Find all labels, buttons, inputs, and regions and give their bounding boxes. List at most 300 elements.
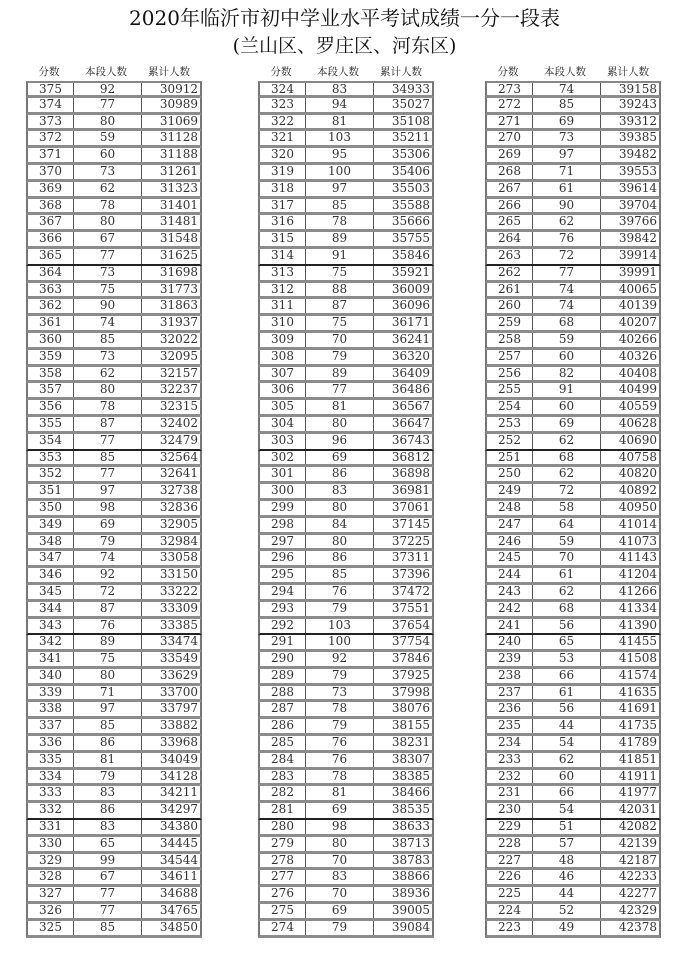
cumulative-cell: 36567: [391, 399, 430, 414]
count-cell: 71: [533, 165, 601, 179]
cumulative-cell: 32157: [159, 365, 198, 380]
count-cell: 80: [74, 383, 142, 397]
score-cell: 263: [487, 249, 533, 264]
cumulative-cell: 36171: [391, 315, 430, 330]
table-row: [26, 652, 202, 669]
score-cell: 372: [28, 131, 74, 145]
count-cell: 92: [74, 568, 142, 582]
score-cell: 308: [260, 350, 306, 364]
table-row: [485, 753, 661, 770]
cumulative-cell: 34765: [159, 903, 198, 918]
score-cell: 347: [28, 551, 74, 565]
table-row: [485, 333, 661, 350]
score-cell: 241: [487, 619, 533, 634]
cumulative-cell: 32479: [159, 432, 198, 447]
score-cell: 374: [28, 98, 74, 112]
cumulative-cell: 42187: [618, 852, 657, 867]
cumulative-cell: 41789: [618, 735, 657, 750]
table-row: [26, 702, 202, 719]
cumulative-cell: 31128: [159, 130, 198, 145]
count-cell: 79: [306, 719, 374, 733]
table-row: [258, 501, 434, 518]
cumulative-cell: 34297: [159, 802, 198, 817]
count-cell: 75: [74, 283, 142, 297]
count-cell: 61: [533, 182, 601, 196]
count-cell: 81: [306, 786, 374, 800]
table-header: [258, 65, 434, 79]
table-row: [26, 182, 202, 199]
count-cell: 71: [74, 686, 142, 700]
cumulative-cell: 31261: [159, 163, 198, 178]
cumulative-cell: 35755: [391, 231, 430, 246]
count-cell: 62: [74, 182, 142, 196]
score-cell: 249: [487, 484, 533, 498]
count-cell: 74: [533, 83, 601, 95]
score-cell: 310: [260, 316, 306, 330]
cumulative-cell: 35666: [391, 214, 430, 229]
count-cell: 91: [533, 383, 601, 397]
count-cell: 97: [306, 182, 374, 196]
score-cell: 359: [28, 350, 74, 364]
count-cell: 62: [533, 753, 601, 767]
score-cell: 348: [28, 535, 74, 549]
count-cell: 74: [533, 283, 601, 297]
table-row: [485, 904, 661, 921]
table-row: [26, 635, 202, 652]
count-cell: 64: [533, 518, 601, 532]
cumulative-cell: 34933: [391, 82, 430, 96]
score-cell: 340: [28, 669, 74, 683]
score-cell: 303: [260, 434, 306, 449]
score-cell: 239: [487, 652, 533, 666]
score-cell: 357: [28, 383, 74, 397]
score-cell: 315: [260, 232, 306, 246]
count-cell: 91: [306, 249, 374, 264]
count-cell: 51: [533, 820, 601, 834]
table-row: [485, 837, 661, 854]
cumulative-cell: 34544: [159, 852, 198, 867]
count-cell: 68: [533, 451, 601, 465]
score-cell: 369: [28, 182, 74, 196]
table-row: [258, 417, 434, 434]
count-cell: 85: [533, 98, 601, 112]
cumulative-cell: 31548: [159, 231, 198, 246]
table-row: [485, 652, 661, 669]
table-row: [26, 98, 202, 115]
count-cell: 77: [74, 904, 142, 918]
score-cell: 332: [28, 803, 74, 818]
table-row: [258, 165, 434, 182]
cumulative-cell: 40559: [618, 399, 657, 414]
table-row: [26, 535, 202, 552]
cumulative-cell: 37754: [391, 634, 430, 649]
count-cell: 68: [533, 316, 601, 330]
table-row: [485, 770, 661, 787]
cumulative-cell: 31401: [159, 197, 198, 212]
table-row: [26, 786, 202, 803]
count-cell: 69: [533, 417, 601, 431]
count-cell: 73: [74, 266, 142, 280]
table-row: [258, 148, 434, 165]
cumulative-cell: 31937: [159, 315, 198, 330]
cumulative-cell: 31481: [159, 214, 198, 229]
count-cell: 80: [306, 501, 374, 515]
score-cell: 228: [487, 837, 533, 851]
cumulative-cell: 38466: [391, 785, 430, 800]
cumulative-cell: 39614: [618, 180, 657, 195]
table-row: [485, 921, 661, 938]
score-cell: 301: [260, 467, 306, 481]
score-cell: 238: [487, 669, 533, 683]
table-row: [26, 266, 202, 283]
table-row: [26, 333, 202, 350]
table-row: [26, 904, 202, 921]
count-cell: 80: [306, 417, 374, 431]
cumulative-cell: 42031: [618, 802, 657, 817]
table-row: [258, 249, 434, 266]
score-cell: 334: [28, 770, 74, 784]
table-row: [485, 619, 661, 636]
header-count: 本段人数: [544, 66, 586, 78]
page-title: 2020年临沂市初中学业水平考试成绩一分一段表: [129, 6, 560, 30]
table-row: [26, 367, 202, 384]
score-cell: 305: [260, 400, 306, 414]
table-row: [485, 434, 661, 451]
score-cell: 375: [28, 83, 74, 95]
count-cell: 79: [74, 535, 142, 549]
score-cell: 282: [260, 786, 306, 800]
count-cell: 77: [74, 434, 142, 449]
score-cell: 312: [260, 283, 306, 297]
count-cell: 69: [306, 451, 374, 465]
header-score: 分数: [38, 66, 60, 78]
count-cell: 79: [306, 669, 374, 683]
score-cell: 350: [28, 501, 74, 515]
score-cell: 366: [28, 232, 74, 246]
count-cell: 80: [74, 115, 142, 129]
count-cell: 48: [533, 854, 601, 868]
score-cell: 363: [28, 283, 74, 297]
score-cell: 331: [28, 820, 74, 834]
count-cell: 85: [306, 568, 374, 582]
count-cell: 58: [533, 501, 601, 515]
table-row: [485, 400, 661, 417]
cumulative-cell: 41691: [618, 701, 657, 716]
score-cell: 316: [260, 215, 306, 229]
score-cell: 323: [260, 98, 306, 112]
cumulative-cell: 38155: [391, 718, 430, 733]
cumulative-cell: 35406: [391, 163, 430, 178]
score-cell: 267: [487, 182, 533, 196]
score-cell: 313: [260, 266, 306, 280]
count-cell: 72: [74, 585, 142, 599]
count-cell: 79: [74, 770, 142, 784]
cumulative-cell: 38783: [391, 852, 430, 867]
cumulative-cell: 37396: [391, 567, 430, 582]
score-cell: 352: [28, 467, 74, 481]
table-row: [26, 115, 202, 132]
cumulative-cell: 31069: [159, 113, 198, 128]
score-cell: 297: [260, 535, 306, 549]
score-cell: 272: [487, 98, 533, 112]
cumulative-cell: 39005: [391, 903, 430, 918]
cumulative-cell: 33629: [159, 667, 198, 682]
table-row: [258, 753, 434, 770]
count-cell: 53: [533, 652, 601, 666]
table-row: [485, 383, 661, 400]
score-cell: 279: [260, 837, 306, 851]
table-row: [258, 837, 434, 854]
cumulative-cell: 35211: [391, 130, 430, 145]
table-row: [26, 770, 202, 787]
cumulative-cell: 36486: [391, 382, 430, 397]
cumulative-cell: 35503: [391, 180, 430, 195]
count-cell: 87: [74, 417, 142, 431]
cumulative-cell: 30989: [159, 96, 198, 111]
table-row: [26, 686, 202, 703]
score-cell: 328: [28, 870, 74, 884]
table-row: [258, 451, 434, 468]
table-row: [258, 115, 434, 132]
table-row: [26, 417, 202, 434]
count-cell: 100: [306, 165, 374, 179]
score-cell: 300: [260, 484, 306, 498]
table-row: [485, 669, 661, 686]
score-cell: 307: [260, 367, 306, 381]
cumulative-cell: 33797: [159, 701, 198, 716]
cumulative-cell: 34049: [159, 751, 198, 766]
cumulative-cell: 39991: [618, 264, 657, 279]
count-cell: 97: [533, 148, 601, 162]
score-cell: 262: [487, 266, 533, 280]
cumulative-cell: 41014: [618, 516, 657, 531]
table-row: [258, 551, 434, 568]
score-cell: 371: [28, 148, 74, 162]
cumulative-cell: 38866: [391, 869, 430, 884]
table-row: [258, 786, 434, 803]
cumulative-cell: 36320: [391, 348, 430, 363]
table-row: [258, 299, 434, 316]
cumulative-cell: 34445: [159, 835, 198, 850]
count-cell: 76: [533, 232, 601, 246]
header-cumulative: 累计人数: [607, 66, 649, 78]
score-cell: 367: [28, 215, 74, 229]
score-cell: 353: [28, 451, 74, 465]
table-row: [485, 131, 661, 148]
table-row: [485, 870, 661, 887]
count-cell: 69: [306, 904, 374, 918]
cumulative-cell: 39312: [618, 113, 657, 128]
count-cell: 81: [306, 115, 374, 129]
table-row: [485, 686, 661, 703]
table-row: [258, 215, 434, 232]
table-row: [26, 232, 202, 249]
cumulative-cell: 37551: [391, 600, 430, 615]
cumulative-cell: 40065: [618, 281, 657, 296]
count-cell: 62: [533, 434, 601, 449]
score-cell: 342: [28, 635, 74, 649]
table-body: [485, 81, 661, 938]
table-row: [258, 383, 434, 400]
cumulative-cell: 36981: [391, 483, 430, 498]
score-cell: 253: [487, 417, 533, 431]
cumulative-cell: 32402: [159, 415, 198, 430]
cumulative-cell: 39704: [618, 197, 657, 212]
cumulative-cell: 33058: [159, 550, 198, 565]
table-row: [485, 501, 661, 518]
table-row: [258, 283, 434, 300]
cumulative-cell: 35108: [391, 113, 430, 128]
cumulative-cell: 40758: [618, 449, 657, 464]
score-cell: 261: [487, 283, 533, 297]
score-cell: 244: [487, 568, 533, 582]
cumulative-cell: 41635: [618, 684, 657, 699]
cumulative-cell: 42233: [618, 869, 657, 884]
cumulative-cell: 33222: [159, 583, 198, 598]
cumulative-cell: 38385: [391, 768, 430, 783]
count-cell: 62: [533, 585, 601, 599]
count-cell: 44: [533, 719, 601, 733]
table-row: [485, 484, 661, 501]
score-cell: 287: [260, 702, 306, 716]
table-row: [26, 316, 202, 333]
score-cell: 320: [260, 148, 306, 162]
cumulative-cell: 37311: [391, 550, 430, 565]
count-cell: 83: [74, 786, 142, 800]
cumulative-cell: 39158: [618, 82, 657, 96]
count-cell: 56: [533, 702, 601, 716]
count-cell: 73: [74, 350, 142, 364]
table-row: [26, 283, 202, 300]
table-row: [485, 518, 661, 535]
cumulative-cell: 41390: [618, 617, 657, 632]
score-cell: 246: [487, 535, 533, 549]
table-row: [485, 702, 661, 719]
cumulative-cell: 40499: [618, 382, 657, 397]
table-row: [258, 232, 434, 249]
score-cell: 291: [260, 635, 306, 649]
score-cell: 237: [487, 686, 533, 700]
cumulative-cell: 37654: [391, 617, 430, 632]
score-cell: 245: [487, 551, 533, 565]
table-row: [258, 635, 434, 652]
count-cell: 78: [306, 215, 374, 229]
cumulative-cell: 38307: [391, 751, 430, 766]
score-cell: 293: [260, 602, 306, 616]
score-cell: 329: [28, 854, 74, 868]
count-cell: 94: [306, 98, 374, 112]
cumulative-cell: 42378: [618, 919, 657, 934]
count-cell: 72: [533, 484, 601, 498]
cumulative-cell: 38231: [391, 735, 430, 750]
table-row: [26, 719, 202, 736]
cumulative-cell: 33309: [159, 600, 198, 615]
cumulative-cell: 41574: [618, 667, 657, 682]
count-cell: 49: [533, 921, 601, 935]
count-cell: 77: [306, 383, 374, 397]
score-cell: 327: [28, 887, 74, 901]
count-cell: 92: [306, 652, 374, 666]
score-cell: 337: [28, 719, 74, 733]
cumulative-cell: 35306: [391, 147, 430, 162]
table-row: [26, 736, 202, 753]
score-cell: 330: [28, 837, 74, 851]
score-cell: 319: [260, 165, 306, 179]
cumulative-cell: 31323: [159, 180, 198, 195]
score-cell: 325: [28, 921, 74, 935]
count-cell: 69: [74, 518, 142, 532]
score-cell: 298: [260, 518, 306, 532]
score-cell: 265: [487, 215, 533, 229]
cumulative-cell: 31625: [159, 247, 198, 262]
table-row: [485, 249, 661, 266]
score-cell: 290: [260, 652, 306, 666]
table-row: [26, 383, 202, 400]
cumulative-cell: 41508: [618, 651, 657, 666]
score-cell: 309: [260, 333, 306, 347]
count-cell: 98: [306, 820, 374, 834]
count-cell: 56: [533, 619, 601, 634]
count-cell: 75: [74, 652, 142, 666]
score-cell: 281: [260, 803, 306, 818]
count-cell: 54: [533, 736, 601, 750]
score-cell: 365: [28, 249, 74, 264]
table-row: [258, 585, 434, 602]
table-row: [485, 719, 661, 736]
table-row: [258, 921, 434, 938]
count-cell: 86: [74, 736, 142, 750]
header-score: 分数: [270, 66, 292, 78]
score-cell: 370: [28, 165, 74, 179]
count-cell: 67: [74, 870, 142, 884]
cumulative-cell: 38936: [391, 886, 430, 901]
count-cell: 77: [74, 249, 142, 264]
score-cell: 278: [260, 854, 306, 868]
count-cell: 83: [306, 870, 374, 884]
count-cell: 73: [306, 686, 374, 700]
score-cell: 296: [260, 551, 306, 565]
count-cell: 74: [533, 299, 601, 313]
score-cell: 314: [260, 249, 306, 264]
score-cell: 360: [28, 333, 74, 347]
score-cell: 275: [260, 904, 306, 918]
score-cell: 285: [260, 736, 306, 750]
score-cell: 257: [487, 350, 533, 364]
count-cell: 70: [306, 333, 374, 347]
table-row: [258, 736, 434, 753]
count-cell: 80: [74, 669, 142, 683]
table-row: [26, 81, 202, 98]
score-cell: 294: [260, 585, 306, 599]
table-row: [258, 820, 434, 837]
score-cell: 226: [487, 870, 533, 884]
table-row: [258, 870, 434, 887]
cumulative-cell: 39766: [618, 214, 657, 229]
count-cell: 77: [74, 467, 142, 481]
count-cell: 76: [74, 619, 142, 634]
table-row: [258, 182, 434, 199]
score-cell: 317: [260, 199, 306, 213]
count-cell: 78: [306, 702, 374, 716]
table-row: [258, 803, 434, 820]
score-cell: 240: [487, 635, 533, 649]
cumulative-cell: 36409: [391, 365, 430, 380]
table-row: [485, 350, 661, 367]
cumulative-cell: 41204: [618, 567, 657, 582]
table-row: [485, 367, 661, 384]
table-row: [26, 165, 202, 182]
cumulative-cell: 31863: [159, 298, 198, 313]
